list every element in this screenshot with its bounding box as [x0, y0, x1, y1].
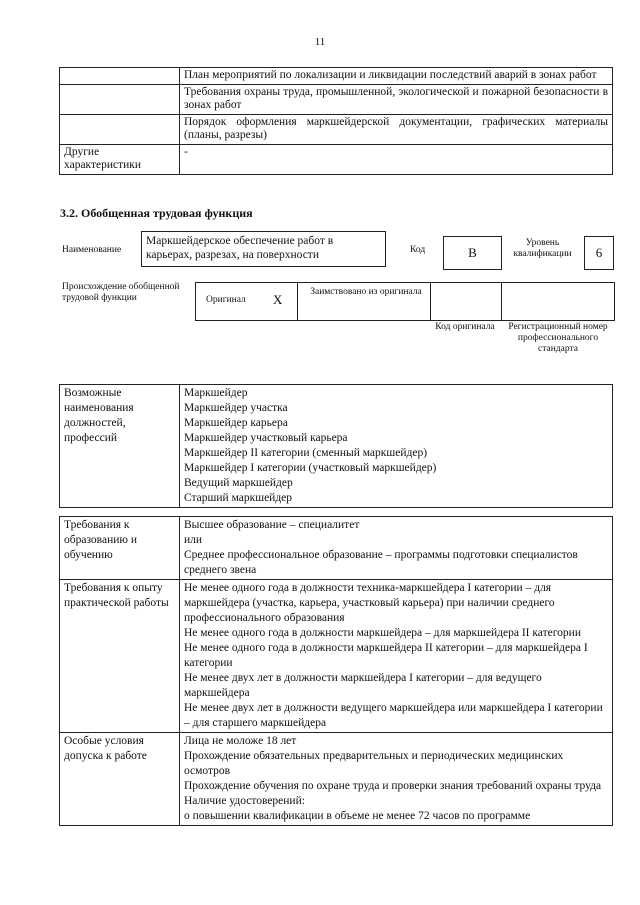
- original-mark: X: [273, 292, 283, 307]
- page-number: 11: [314, 36, 326, 48]
- table-row: [60, 68, 613, 85]
- list-item: Маркшейдер I категории (участковый маркшейдер): [184, 462, 437, 474]
- list-item: Ведущий маркшейдер: [184, 477, 293, 489]
- list-item: Прохождение обязательных предварительных и периодических медицинских осмотров: [184, 750, 564, 777]
- code-original-caption: Код оригинала: [435, 322, 495, 332]
- name-value-box: Маркшейдерское обеспечение работ в карьерах, разрезах, на поверхности: [141, 231, 386, 267]
- level-label: Уровень квалификации: [513, 238, 572, 259]
- list-item: Маркшейдер участка: [184, 402, 288, 414]
- level-value-box: 6: [584, 236, 614, 270]
- requirements-table: [59, 516, 613, 826]
- table-row: [60, 517, 613, 580]
- list-item: Маркшейдер карьера: [184, 417, 288, 429]
- table-cell-text: План мероприятий по локализации и ликвидации последствий аварий в зонах работ: [180, 68, 613, 85]
- table-cell-label: [60, 114, 180, 144]
- table-row: [60, 385, 613, 508]
- table-cell-text: -: [180, 144, 613, 174]
- divider: [297, 283, 298, 320]
- table-cell-text: Порядок оформления маркшейдерской документации, графических материалы (планы, разрезы): [180, 114, 613, 144]
- positions-table: [59, 384, 613, 508]
- experience-cell: [180, 580, 613, 733]
- list-item: о повышении квалификации в объеме не менее 72 часов по программе: [184, 810, 531, 822]
- table-row: [60, 733, 613, 826]
- positions-label: Возможные наименования должностей, профессий: [60, 385, 180, 508]
- education-label: Требования к образованию и обучению: [60, 517, 180, 580]
- list-item: Лица не моложе 18 лет: [184, 735, 297, 747]
- list-item: Не менее двух лет в должности ведущего маркшейдера или маркшейдера I категории – для старшего маркшейдера: [184, 702, 603, 729]
- positions-list: [180, 385, 613, 508]
- table-cell-label: Другие характеристики: [60, 144, 180, 174]
- code-label: Код: [410, 245, 426, 255]
- table-cell-label: [60, 68, 180, 85]
- table-row: [60, 114, 613, 144]
- education-cell: [180, 517, 613, 580]
- table-cell-text: Требования охраны труда, промышленной, экологической и пожарной безопасности в зонах работ: [180, 84, 613, 114]
- table-cell-label: [60, 84, 180, 114]
- table-row: [60, 144, 613, 174]
- list-item: Не менее одного года в должности техника-маркшейдера I категории – для маркшейдера (участка, карьера, участковый карьера) при наличии среднего профессионального образования: [184, 582, 555, 624]
- experience-label: Требования к опыту практической работы: [60, 580, 180, 733]
- top-table: [59, 67, 613, 175]
- table-row: [60, 84, 613, 114]
- list-item: Среднее профессиональное образование – программы подготовки специалистов среднего звена: [184, 549, 578, 576]
- list-item: Наличие удостоверений:: [184, 795, 305, 807]
- list-item: или: [184, 534, 203, 546]
- original-label: Оригинал: [206, 295, 246, 305]
- special-label: Особые условия допуска к работе: [60, 733, 180, 826]
- origin-label: Происхождение обобщенной трудовой функции: [62, 282, 180, 303]
- reg-number-caption: Регистрационный номер профессионального стандарта: [508, 322, 608, 354]
- name-label: Наименование: [62, 245, 122, 255]
- list-item: Не менее двух лет в должности маркшейдера I категории – для ведущего маркшейдера: [184, 672, 542, 699]
- section-title: 3.2. Обобщенная трудовая функция: [60, 206, 253, 220]
- list-item: Старший маркшейдер: [184, 492, 293, 504]
- list-item: Маркшейдер участковый карьера: [184, 432, 348, 444]
- divider: [430, 283, 431, 320]
- divider: [501, 283, 502, 320]
- list-item: Прохождение обучения по охране труда и проверки знания требований охраны труда: [184, 780, 602, 792]
- list-item: Высшее образование – специалитет: [184, 519, 360, 531]
- origin-box: [195, 282, 615, 321]
- code-value-box: В: [443, 236, 502, 270]
- table-row: [60, 580, 613, 733]
- list-item: Маркшейдер II категории (сменный маркшейдер): [184, 447, 428, 459]
- list-item: Маркшейдер: [184, 387, 248, 399]
- special-cell: [180, 733, 613, 826]
- borrowed-label: Заимствовано из оригинала: [310, 287, 422, 297]
- list-item: Не менее одного года в должности маркшейдера – для маркшейдера II категории: [184, 627, 581, 639]
- list-item: Не менее одного года в должности маркшейдера II категории – для маркшейдера I категории: [184, 642, 588, 669]
